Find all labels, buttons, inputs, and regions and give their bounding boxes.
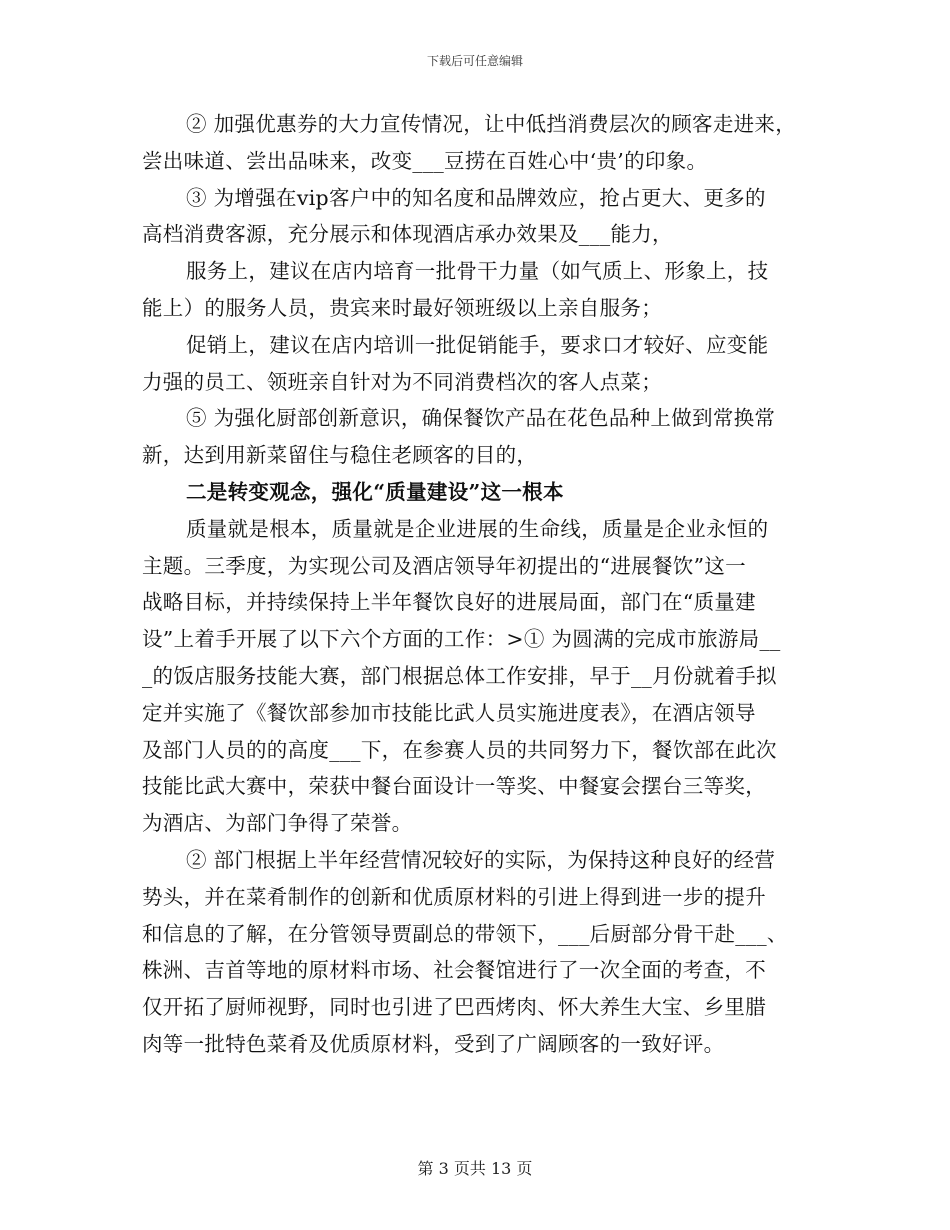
paragraph-line: 肉等一批特色菜肴及优质原材料，受到了广阔顾客的一致好评。 [142, 1031, 725, 1056]
paragraph-line: 设”上着手开展了以下六个方面的工作：>① 为圆满的完成市旅游局__ [142, 627, 781, 652]
paragraph-line: 促销上，建议在店内培训一批促销能手，要求口才较好、应变能 [186, 332, 769, 357]
page-number: 第 3 页共 13 页 [417, 1159, 533, 1178]
paragraph-line: ② 部门根据上半年经营情况较好的实际，为保持这种良好的经营 [186, 847, 776, 872]
paragraph-line: 新，达到用新菜留住与稳住老顾客的目的， [142, 443, 538, 468]
paragraph-line: 仅开拓了厨师视野，同时也引进了巴西烤肉、怀大养生大宝、乡里腊 [142, 995, 766, 1020]
paragraph-line: 为酒店、为部门争得了荣誉。 [142, 811, 413, 836]
paragraph-line: ③ 为增强在vip客户中的知名度和品牌效应，抢占更大、更多的 [186, 185, 766, 210]
document-body [142, 106, 812, 1063]
paragraph-line: 势头，并在菜肴制作的创新和优质原材料的引进上得到进一步的提升 [142, 884, 766, 909]
paragraph-line: _的饭店服务技能大赛，部门根据总体工作安排，早于__月份就着手拟 [142, 663, 777, 688]
page-header: 下载后可任意编辑 [426, 54, 523, 68]
paragraph-line: 及部门人员的的高度___下，在参赛人员的共同努力下，餐饮部在此次 [142, 737, 777, 762]
paragraph-line: 技能比武大赛中，荣获中餐台面设计一等奖、中餐宴会摆台三等奖， [142, 774, 766, 799]
paragraph-line: 尝出味道、尝出品味来，改变___豆捞在百姓心中‘贵’的印象。 [142, 148, 708, 173]
paragraph-line: ② 加强优惠券的大力宣传情况，让中低挡消费层次的顾客走进来， [186, 112, 797, 136]
paragraph-line: 力强的员工、领班亲自针对为不同消费档次的客人点菜； [142, 369, 662, 394]
section-heading: 二是转变观念，强化“质量建设”这一根本 [186, 479, 564, 504]
paragraph-line: 质量就是根本，质量就是企业进展的生命线，质量是企业永恒的 [186, 516, 769, 541]
paragraph-line: 定并实施了《餐饮部参加市技能比武人员实施进度表》，在酒店领导 [142, 700, 756, 725]
paragraph-line: 战略目标，并持续保持上半年餐饮良好的进展局面，部门在“质量建 [142, 590, 756, 615]
paragraph-line: 高档消费客源，充分展示和体现酒店承办效果及___能力， [142, 222, 673, 247]
paragraph-line: 株洲、吉首等地的原材料市场、社会餐馆进行了一次全面的考查，不 [142, 958, 766, 983]
paragraph-line: 能上）的服务人员，贵宾来时最好领班级以上亲自服务； [142, 295, 662, 320]
paragraph-line: 和信息的了解，在分管领导贾副总的带领下，___后厨部分骨干赴___、 [142, 921, 788, 946]
paragraph-line: 服务上，建议在店内培育一批骨干力量（如气质上、形象上，技 [186, 259, 769, 284]
paragraph-line: ⑤ 为强化厨部创新意识，确保餐饮产品在花色品种上做到常换常 [186, 406, 776, 431]
paragraph-line: 主题。三季度，为实现公司及酒店领导年初提出的“进展餐饮”这一 [142, 553, 746, 578]
